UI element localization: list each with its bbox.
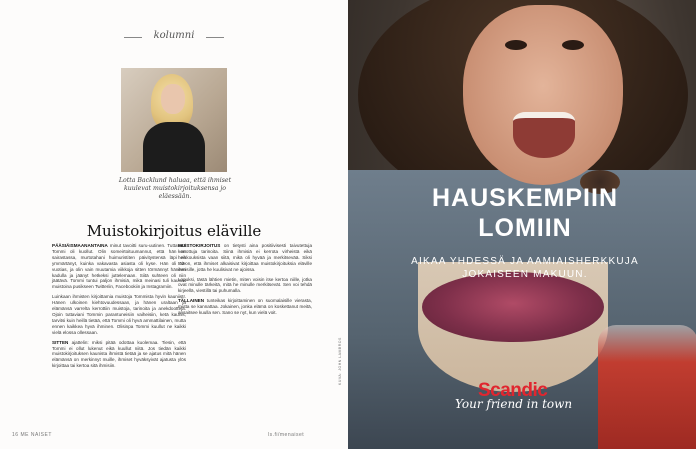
article-headline: Muistokirjoitus eläville (86, 222, 262, 240)
page-footer-url: ls.fi/menaiset (268, 432, 305, 438)
ad-headline-line-2: LOMIIN (478, 214, 572, 242)
portrait-body (143, 122, 205, 172)
ad-headline-line-1: HAUSKEMPIIN (431, 184, 618, 212)
eye-icon (562, 40, 584, 50)
article-column-2 (178, 243, 312, 320)
paragraph: SITTEN ajattelin: miksi pitää odottaa kuolemaa. Tiesin, että Tommi ei ollut lukenut eikä kuullut niitä. Jos tiedän kaikki muistokirjoituksen kaunista ihmistä tietää ja se ajatus mitä hänen elämänsä on merkinnyt muille, ihmiset hyväksyivät ajatusta ylös kirjoittaa tai kertoa sitä ihmisiin. (52, 339, 186, 369)
smile-mouth (513, 112, 575, 158)
brand-tagline: Your friend in town (455, 397, 573, 411)
columnist-portrait (121, 68, 227, 172)
page-footer-magazine: 16 ME NAISET (12, 432, 52, 438)
ad-headline (360, 183, 690, 243)
child-face (463, 5, 623, 185)
juice-glass (598, 325, 696, 449)
portrait-face (161, 84, 185, 114)
scandic-logo: Scandic (478, 380, 548, 401)
ad-subheadline (360, 255, 690, 281)
paragraph: Lopuksi, tästä lähtien mietin, miten voisin itse kertoa niille, jotka ovat minulle tärkeitä, mitä he minulle merkitsevät. Sen voi tehdä kirjeellä, viestillä tai puhumalla. (178, 276, 312, 294)
eye-icon (505, 40, 527, 50)
article-column-1 (52, 243, 186, 373)
ad-subheadline-line-1: AIKAA YHDESSÄ JA AAMIAISHERKKUJA (411, 256, 639, 267)
paragraph: PÄÄSIÄISMAANANTAINA minut tavoitti suru-uutinen. Tuttavani Tommi oli kuollut. Olin someirtoituumannut, että hän on sairastassa, murtotahani huimuristiten päivitystensä läpi en ymmärtänyt, kuinka vakavasta asiasta oli kyse. Hän oli 52-vuotias, ja olin vain muutamia viikkoja sitten törmännyt häneen kadulla ja jäänyt hetkeksi juttelemaan. Siitä suhteen oli niin jäätävä. Tommi tuntui paljon ihmisiä, mikä meinasi tuli kaunas muistoina pusikseen Twitteriin, Facebookiin ja Instagramiin. (52, 243, 186, 290)
paragraph: TÄLLAINEN tunteikas kirjoittaminen on suomalaisille vierasta, mutta se kannattaa. Jokainen, jonka elämä on koskettanut meitä, ansaitsee kuulla sen. Sano se nyt, kun vielä voit. (178, 298, 312, 316)
ad-subheadline-line-2: JOKAISEEN MAKUUN. (462, 269, 588, 280)
photo-credit: KUVA: JOHN LAMBROS (338, 337, 342, 385)
smoothie-bowl-contents (422, 272, 604, 342)
photo-caption: Lotta Backlund haluaa, että ihmiset kuulevat muistokirjoituksensa jo eläessään. (118, 177, 232, 200)
paragraph: MUISTOKIRJOITUS on tietysti aina positiivisesti taivutettuja kerrottuja tarinoita. Siinä ihmisiä ei kerrota virheistä eikä heikkouksista vaan siitä, mikä oli hyvää ja merkitsevää. Siksi toivon, että ihmiset alkaisivat kirjoittaa muistokirjoituksia eläville ihmisille, jotta he kuulisivat ne ajoissa. (178, 243, 312, 272)
paragraph: Luinkaan ihmisten kirjoittamia muistoja Tommista hyvin kauniistr. Hänen ulkoinen kiehtovuudessaan, ja hänen uraltaan ja elämänsä varrelta kerrottiin muistoja, tarinoita ja anekdootteja. Ojoin tuttaviani Tommin parantuneisiin vaiheisiin, ketä kaunis, tarvitsi kuin heillä tietää, että Tommi oli hyvä ammattilainen, mutta ennen kaikkea hyvä ihminen. Olisinpa Tommi kuullut ne kaikki vielä elossa ollessaan. (52, 294, 186, 335)
section-label: kolumni (118, 30, 230, 41)
